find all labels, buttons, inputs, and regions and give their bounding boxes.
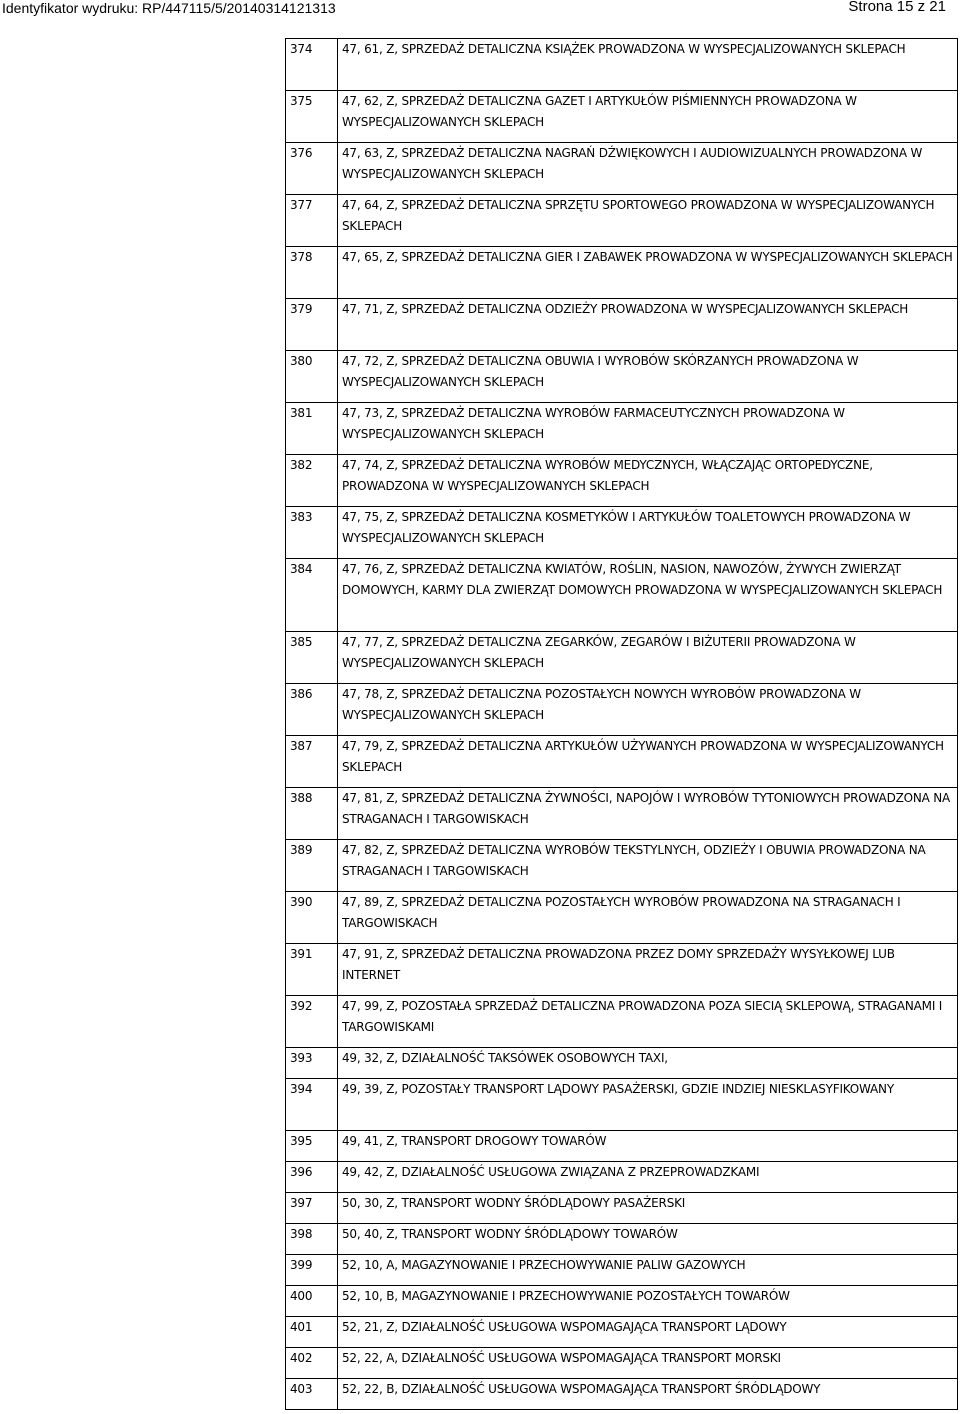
row-number: 378	[286, 247, 338, 299]
table-row	[286, 1255, 958, 1286]
table-row	[286, 996, 958, 1048]
row-number: 403	[286, 1379, 338, 1410]
activity-description: 47, 64, Z, SPRZEDAŻ DETALICZNA SPRZĘTU SPORTOWEGO PROWADZONA W WYSPECJALIZOWANYCH SKLEPACH	[338, 195, 958, 247]
table-row	[286, 1048, 958, 1079]
activity-description: 47, 74, Z, SPRZEDAŻ DETALICZNA WYROBÓW MEDYCZNYCH, WŁĄCZAJĄC ORTOPEDYCZNE, PROWADZONA W WYSPECJALIZOWANYCH SKLEPACH	[338, 455, 958, 507]
table-row	[286, 91, 958, 143]
table-row	[286, 1131, 958, 1162]
activity-description: 47, 65, Z, SPRZEDAŻ DETALICZNA GIER I ZABAWEK PROWADZONA W WYSPECJALIZOWANYCH SKLEPACH	[338, 247, 958, 299]
table-row	[286, 684, 958, 736]
activity-description: 52, 21, Z, DZIAŁALNOŚĆ USŁUGOWA WSPOMAGAJĄCA TRANSPORT LĄDOWY	[338, 1317, 958, 1348]
activity-description: 47, 71, Z, SPRZEDAŻ DETALICZNA ODZIEŻY PROWADZONA W WYSPECJALIZOWANYCH SKLEPACH	[338, 299, 958, 351]
row-number: 385	[286, 632, 338, 684]
row-number: 390	[286, 892, 338, 944]
row-number: 384	[286, 559, 338, 632]
table-row	[286, 455, 958, 507]
row-number: 375	[286, 91, 338, 143]
activity-description: 47, 91, Z, SPRZEDAŻ DETALICZNA PROWADZONA PRZEZ DOMY SPRZEDAŻY WYSYŁKOWEJ LUB INTERNET	[338, 944, 958, 996]
row-number: 391	[286, 944, 338, 996]
activity-description: 47, 82, Z, SPRZEDAŻ DETALICZNA WYROBÓW TEKSTYLNYCH, ODZIEŻY I OBUWIA PROWADZONA NA STRAGANACH I TARGOWISKACH	[338, 840, 958, 892]
activity-description: 49, 32, Z, DZIAŁALNOŚĆ TAKSÓWEK OSOBOWYCH TAXI,	[338, 1048, 958, 1079]
table-row	[286, 1162, 958, 1193]
activity-description: 47, 73, Z, SPRZEDAŻ DETALICZNA WYROBÓW FARMACEUTYCZNYCH PROWADZONA W WYSPECJALIZOWANYCH SKLEPACH	[338, 403, 958, 455]
row-number: 386	[286, 684, 338, 736]
row-number: 396	[286, 1162, 338, 1193]
activity-description: 47, 61, Z, SPRZEDAŻ DETALICZNA KSIĄŻEK PROWADZONA W WYSPECJALIZOWANYCH SKLEPACH	[338, 39, 958, 91]
row-number: 393	[286, 1048, 338, 1079]
row-number: 394	[286, 1079, 338, 1131]
activity-description: 52, 22, A, DZIAŁALNOŚĆ USŁUGOWA WSPOMAGAJĄCA TRANSPORT MORSKI	[338, 1348, 958, 1379]
activity-description: 47, 78, Z, SPRZEDAŻ DETALICZNA POZOSTAŁYCH NOWYCH WYROBÓW PROWADZONA W WYSPECJALIZOWANYCH SKLEPACH	[338, 684, 958, 736]
table-row	[286, 299, 958, 351]
print-identifier: Identyfikator wydruku: RP/447115/5/20140314121313	[2, 0, 336, 16]
table-row	[286, 403, 958, 455]
activity-description: 47, 75, Z, SPRZEDAŻ DETALICZNA KOSMETYKÓW I ARTYKUŁÓW TOALETOWYCH PROWADZONA W WYSPECJALIZOWANYCH SKLEPACH	[338, 507, 958, 559]
row-number: 387	[286, 736, 338, 788]
activity-description: 47, 72, Z, SPRZEDAŻ DETALICZNA OBUWIA I WYROBÓW SKÓRZANYCH PROWADZONA W WYSPECJALIZOWANYCH SKLEPACH	[338, 351, 958, 403]
activity-description: 47, 89, Z, SPRZEDAŻ DETALICZNA POZOSTAŁYCH WYROBÓW PROWADZONA NA STRAGANACH I TARGOWISKACH	[338, 892, 958, 944]
table-row	[286, 247, 958, 299]
table-row	[286, 1348, 958, 1379]
page-number: Strona 15 z 21	[848, 0, 946, 15]
activity-description: 47, 63, Z, SPRZEDAŻ DETALICZNA NAGRAŃ DŹWIĘKOWYCH I AUDIOWIZUALNYCH PROWADZONA W WYSPECJALIZOWANYCH SKLEPACH	[338, 143, 958, 195]
row-number: 389	[286, 840, 338, 892]
table-row	[286, 195, 958, 247]
row-number: 383	[286, 507, 338, 559]
table-row	[286, 1079, 958, 1131]
table-row	[286, 1286, 958, 1317]
table-row	[286, 788, 958, 840]
activity-description: 47, 81, Z, SPRZEDAŻ DETALICZNA ŻYWNOŚCI, NAPOJÓW I WYROBÓW TYTONIOWYCH PROWADZONA NA STRAGANACH I TARGOWISKACH	[338, 788, 958, 840]
table-row	[286, 892, 958, 944]
row-number: 388	[286, 788, 338, 840]
activity-description: 52, 22, B, DZIAŁALNOŚĆ USŁUGOWA WSPOMAGAJĄCA TRANSPORT ŚRÓDLĄDOWY	[338, 1379, 958, 1410]
row-number: 395	[286, 1131, 338, 1162]
row-number: 400	[286, 1286, 338, 1317]
table-row	[286, 1379, 958, 1410]
activity-description: 47, 77, Z, SPRZEDAŻ DETALICZNA ZEGARKÓW, ZEGARÓW I BIŻUTERII PROWADZONA W WYSPECJALIZOWANYCH SKLEPACH	[338, 632, 958, 684]
row-number: 402	[286, 1348, 338, 1379]
row-number: 401	[286, 1317, 338, 1348]
row-number: 399	[286, 1255, 338, 1286]
table-row	[286, 143, 958, 195]
row-number: 382	[286, 455, 338, 507]
row-number: 379	[286, 299, 338, 351]
activity-description: 49, 42, Z, DZIAŁALNOŚĆ USŁUGOWA ZWIĄZANA Z PRZEPROWADZKAMI	[338, 1162, 958, 1193]
table-row	[286, 632, 958, 684]
row-number: 377	[286, 195, 338, 247]
activity-description: 52, 10, B, MAGAZYNOWANIE I PRZECHOWYWANIE POZOSTAŁYCH TOWARÓW	[338, 1286, 958, 1317]
row-number: 392	[286, 996, 338, 1048]
activity-description: 49, 39, Z, POZOSTAŁY TRANSPORT LĄDOWY PASAŻERSKI, GDZIE INDZIEJ NIESKLASYFIKOWANY	[338, 1079, 958, 1131]
table-row	[286, 1317, 958, 1348]
row-number: 376	[286, 143, 338, 195]
table-row	[286, 1224, 958, 1255]
table-row	[286, 1193, 958, 1224]
activity-description: 49, 41, Z, TRANSPORT DROGOWY TOWARÓW	[338, 1131, 958, 1162]
activity-description: 47, 62, Z, SPRZEDAŻ DETALICZNA GAZET I ARTYKUŁÓW PIŚMIENNYCH PROWADZONA W WYSPECJALIZOWANYCH SKLEPACH	[338, 91, 958, 143]
row-number: 380	[286, 351, 338, 403]
table-row	[286, 351, 958, 403]
table-row	[286, 559, 958, 632]
activity-codes-table	[285, 38, 958, 1410]
activity-description: 47, 76, Z, SPRZEDAŻ DETALICZNA KWIATÓW, ROŚLIN, NASION, NAWOZÓW, ŻYWYCH ZWIERZĄT DOMOWYCH, KARMY DLA ZWIERZĄT DOMOWYCH PROWADZONA W WYSPECJALIZOWANYCH SKLEPACH	[338, 559, 958, 632]
activity-description: 50, 40, Z, TRANSPORT WODNY ŚRÓDLĄDOWY TOWARÓW	[338, 1224, 958, 1255]
table-row	[286, 39, 958, 91]
table-row	[286, 944, 958, 996]
row-number: 398	[286, 1224, 338, 1255]
row-number: 397	[286, 1193, 338, 1224]
activity-description: 52, 10, A, MAGAZYNOWANIE I PRZECHOWYWANIE PALIW GAZOWYCH	[338, 1255, 958, 1286]
table-row	[286, 507, 958, 559]
row-number: 381	[286, 403, 338, 455]
activity-codes-body	[286, 39, 958, 1410]
row-number: 374	[286, 39, 338, 91]
page-header	[0, 0, 960, 18]
activity-description: 47, 99, Z, POZOSTAŁA SPRZEDAŻ DETALICZNA PROWADZONA POZA SIECIĄ SKLEPOWĄ, STRAGANAMI I TARGOWISKAMI	[338, 996, 958, 1048]
table-row	[286, 840, 958, 892]
activity-description: 50, 30, Z, TRANSPORT WODNY ŚRÓDLĄDOWY PASAŻERSKI	[338, 1193, 958, 1224]
activity-description: 47, 79, Z, SPRZEDAŻ DETALICZNA ARTYKUŁÓW UŻYWANYCH PROWADZONA W WYSPECJALIZOWANYCH SKLEPACH	[338, 736, 958, 788]
table-row	[286, 736, 958, 788]
